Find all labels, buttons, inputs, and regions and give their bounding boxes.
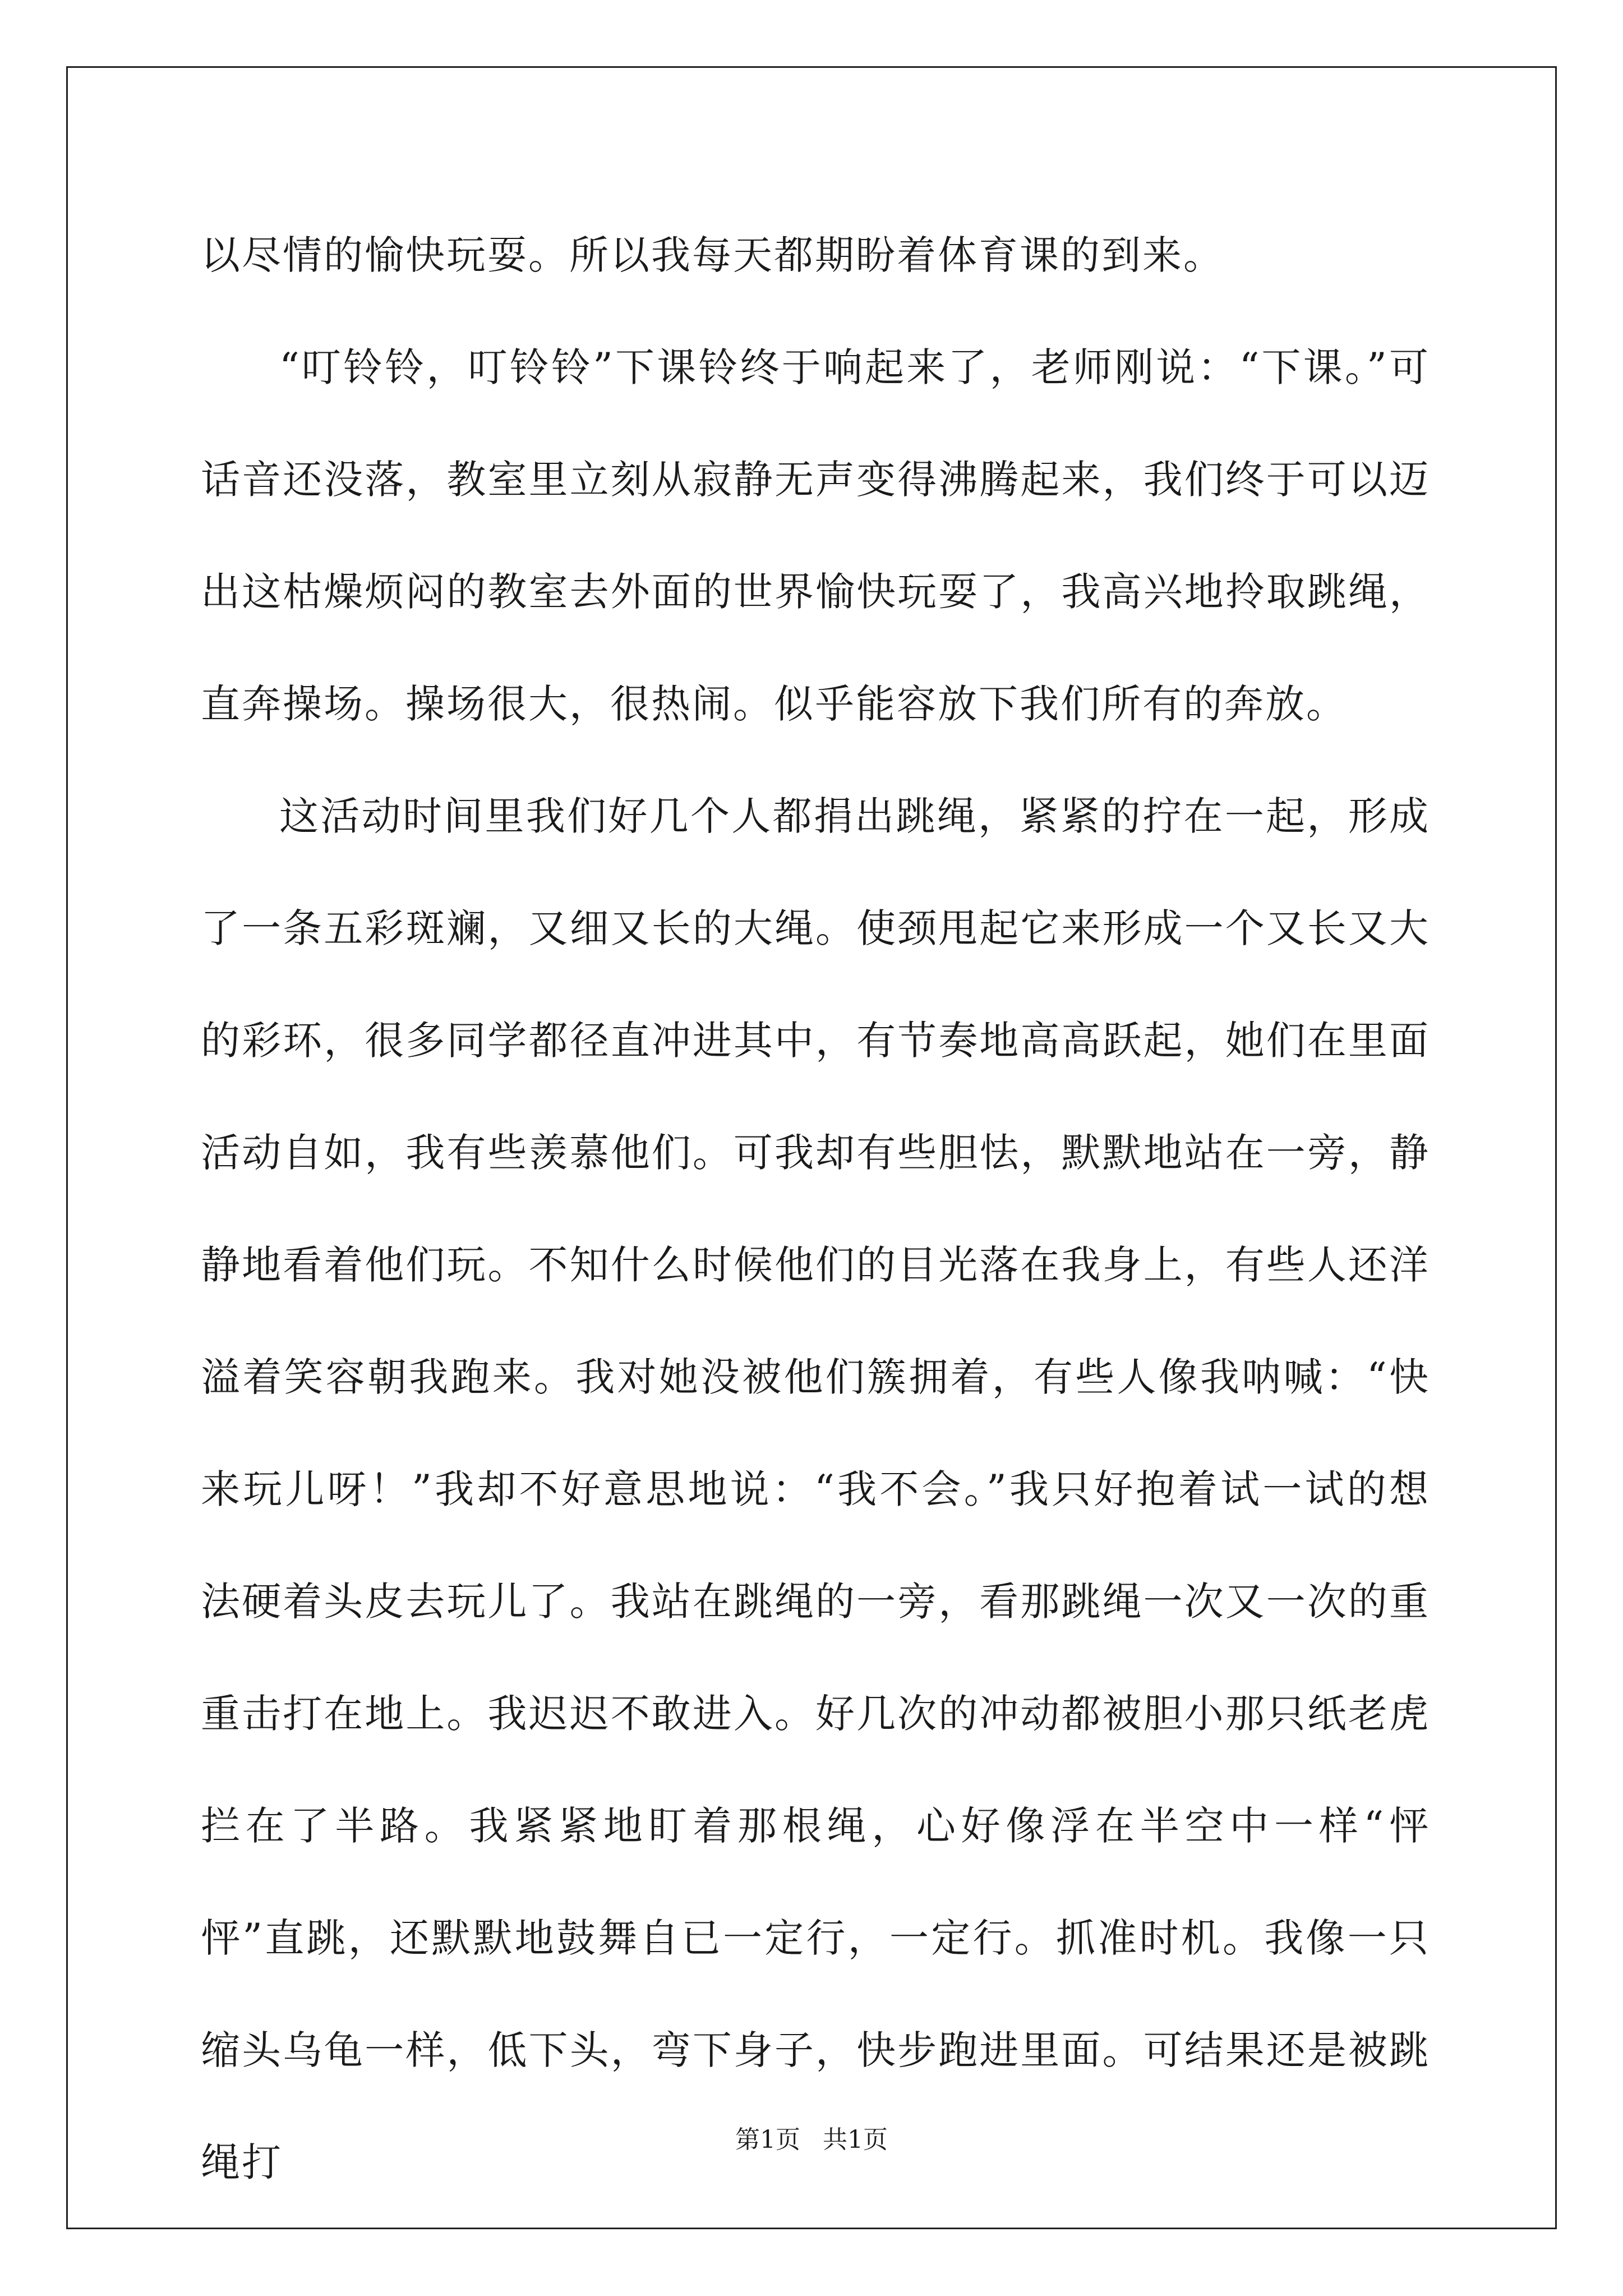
document-body xyxy=(201,199,1430,2219)
page-number: 第1页 xyxy=(735,2125,800,2154)
paragraph-3: 这活动时间里我们好几个人都捐出跳绳，紧紧的拧在一起，形成了一条五彩斑斓，又细又长的大绳。使颈甩起它来形成一个又长又大的彩环，很多同学都径直冲进其中，有节奏地高高跃起，她们在里面活动自如，我有些羡慕他们。可我却有些胆怯，默默地站在一旁，静静地看着他们玩。不知什么时候他们的目光落在我身上，有些人还洋溢着笑容朝我跑来。我对她没被他们簇拥着，有些人像我呐喊：“快来玩儿呀！”我却不好意思地说：“我不会。”我只好抱着试一试的想法硬着头皮去玩儿了。我站在跳绳的一旁，看那跳绳一次又一次的重重击打在地上。我迟迟不敢进入。好几次的冲动都被胆小那只纸老虎拦在了半路。我紧紧地盯着那根绳，心好像浮在半空中一样“怦怦”直跳，还默默地鼓舞自已一定行，一定行。抓准时机。我像一只缩头乌龟一样，低下头，弯下身子，快步跑进里面。可结果还是被跳绳打 xyxy=(201,793,1430,2185)
paragraph-2: “叮铃铃，叮铃铃”下课铃终于响起来了，老师刚说：“下课。”可话音还没落，教室里立刻从寂静无声变得沸腾起来，我们终于可以迈出这枯燥烦闷的教室去外面的世界愉快玩耍了，我高兴地拎取跳绳，直奔操场。操场很大，很热闹。似乎能容放下我们所有的奔放。 xyxy=(201,344,1430,727)
paragraph-1: 以尽情的愉快玩耍。所以我每天都期盼着体育课的到来。 xyxy=(201,232,1224,278)
page-footer xyxy=(0,2119,1623,2155)
page-total: 共1页 xyxy=(823,2125,888,2154)
